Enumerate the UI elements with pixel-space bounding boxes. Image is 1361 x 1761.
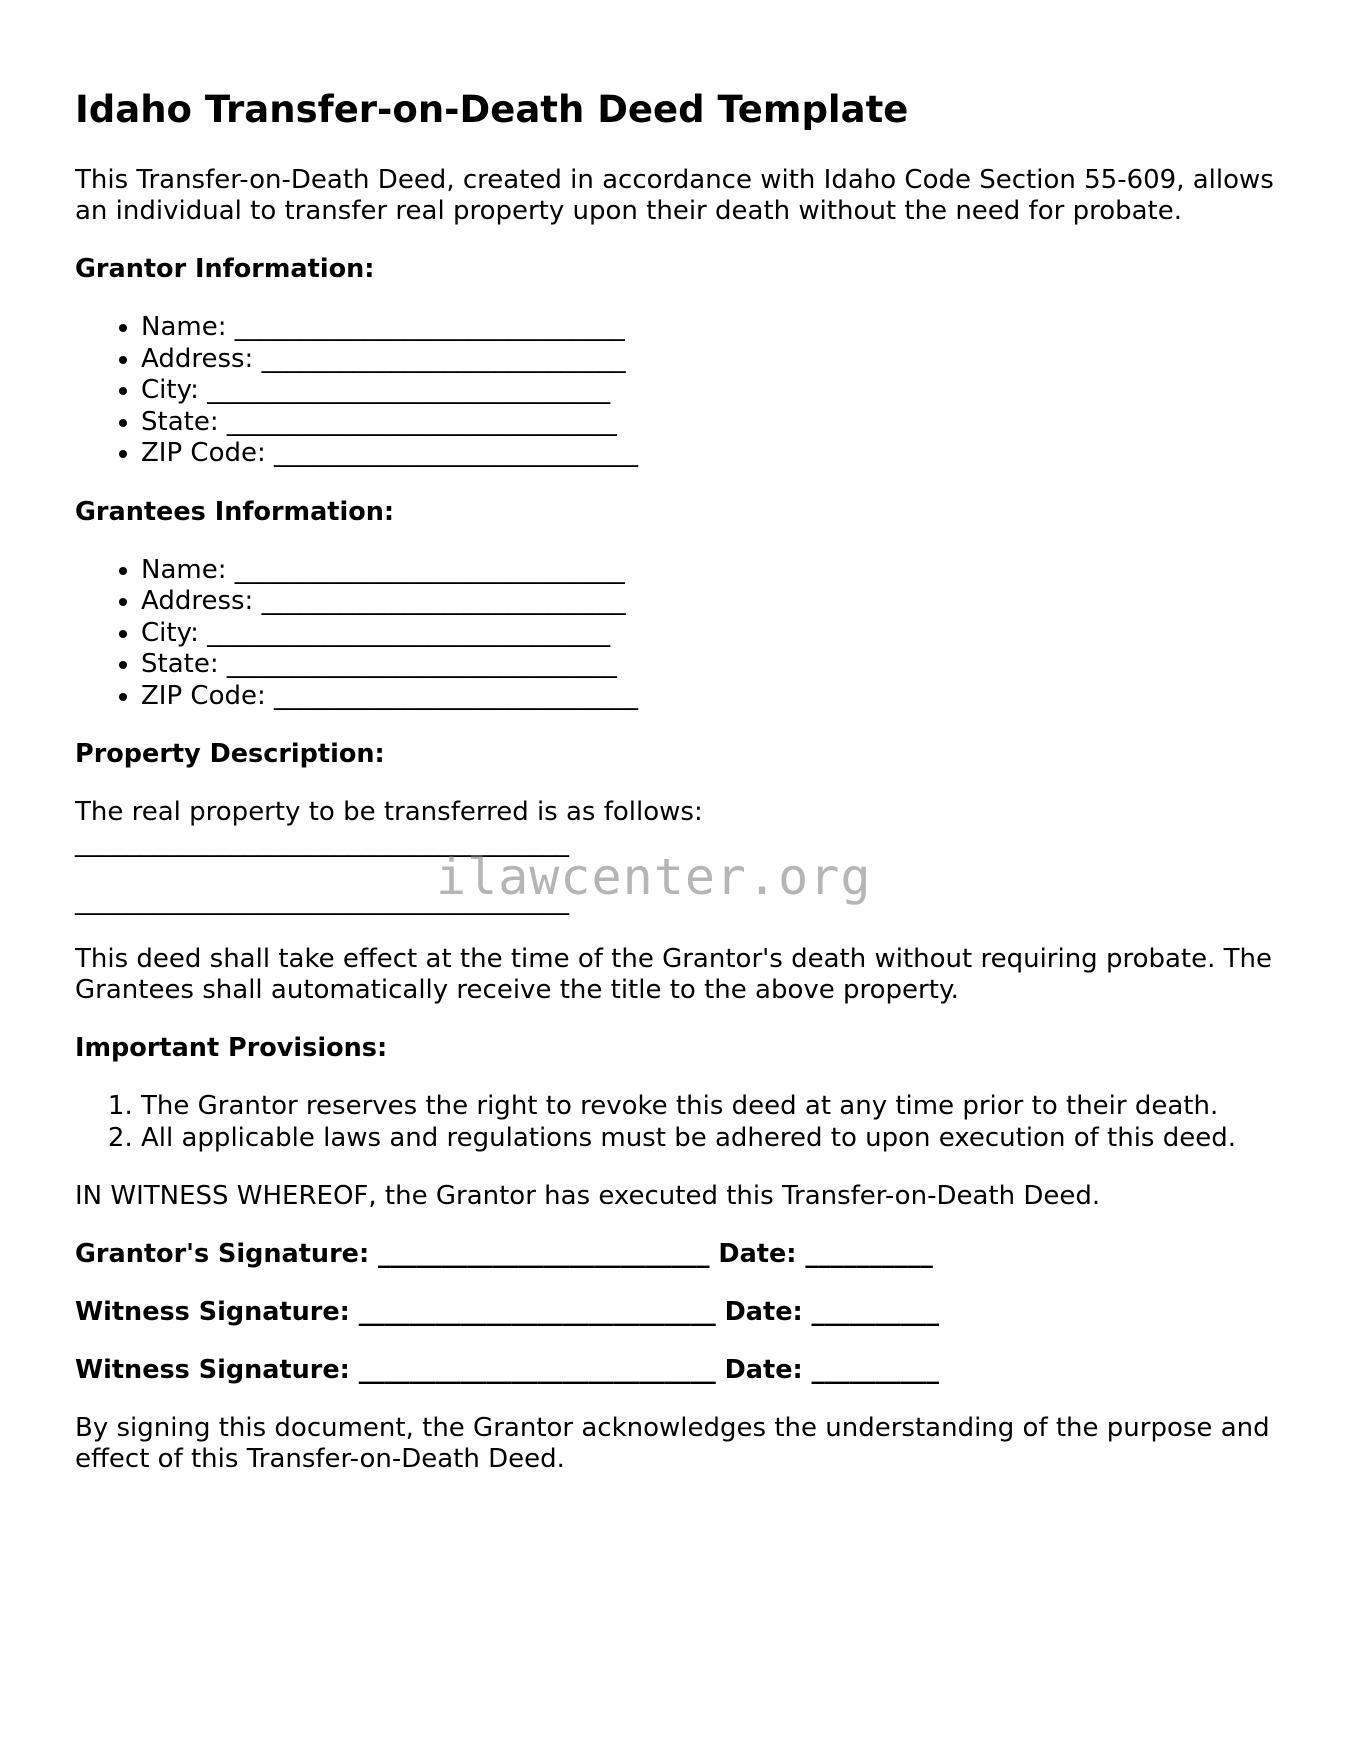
- provision-item: 2. All applicable laws and regulations must be adhered to upon execution of this deed.: [141, 1123, 1295, 1155]
- grantee-zip-field: • ZIP Code: ____________________________: [141, 681, 1295, 713]
- provision-item: 1. The Grantor reserves the right to revoke this deed at any time prior to their death.: [141, 1091, 1295, 1123]
- property-heading: Property Description:: [75, 739, 385, 770]
- grantor-city-field: • City: _______________________________: [141, 375, 1295, 407]
- grantor-name-field: • Name: ______________________________: [141, 312, 1295, 344]
- closing-paragraph: By signing this document, the Grantor acknowledges the understanding of the purpose and effect of this Transfer-on-Death Deed.: [75, 1413, 1270, 1475]
- provisions-heading: Important Provisions:: [75, 1033, 388, 1064]
- document-page: [75, 88, 1295, 1502]
- grantor-signature-row: Grantor's Signature: __________________________ Date: __________: [75, 1239, 933, 1270]
- grantees-fields-list: [75, 555, 1295, 713]
- grantor-zip-field: • ZIP Code: ____________________________: [141, 438, 1295, 470]
- grantor-address-field: • Address: ____________________________: [141, 344, 1295, 376]
- witness-clause: IN WITNESS WHEREOF, the Grantor has executed this Transfer-on-Death Deed.: [75, 1181, 1101, 1212]
- grantee-name-field: • Name: ______________________________: [141, 555, 1295, 587]
- grantee-address-field: • Address: ____________________________: [141, 586, 1295, 618]
- document-title: Idaho Transfer-on-Death Deed Template: [75, 88, 909, 131]
- property-blank-line-2: ______________________________________: [75, 886, 569, 917]
- effect-paragraph: This deed shall take effect at the time of the Grantor's death without requiring probate. The Grantees shall automatically receive the title to the above property.: [75, 944, 1272, 1006]
- grantee-state-field: • State: ______________________________: [141, 649, 1295, 681]
- grantee-city-field: • City: _______________________________: [141, 618, 1295, 650]
- watermark-text: ilawcenter.org: [436, 848, 872, 906]
- grantor-fields-list: [75, 312, 1295, 470]
- grantor-state-field: • State: ______________________________: [141, 407, 1295, 439]
- witness-signature-row-1: Witness Signature: ____________________________ Date: __________: [75, 1297, 940, 1328]
- witness-signature-row-2: Witness Signature: ____________________________ Date: __________: [75, 1355, 940, 1386]
- grantor-heading: Grantor Information:: [75, 254, 375, 285]
- property-intro: The real property to be transferred is as follows:: [75, 797, 703, 828]
- intro-paragraph: This Transfer-on-Death Deed, created in accordance with Idaho Code Section 55-609, allows an individual to transfer real property upon their death without the need for probate.: [75, 165, 1274, 227]
- provisions-list: [75, 1091, 1295, 1154]
- property-blank-line-1: ______________________________________: [75, 828, 569, 859]
- grantees-heading: Grantees Information:: [75, 496, 395, 527]
